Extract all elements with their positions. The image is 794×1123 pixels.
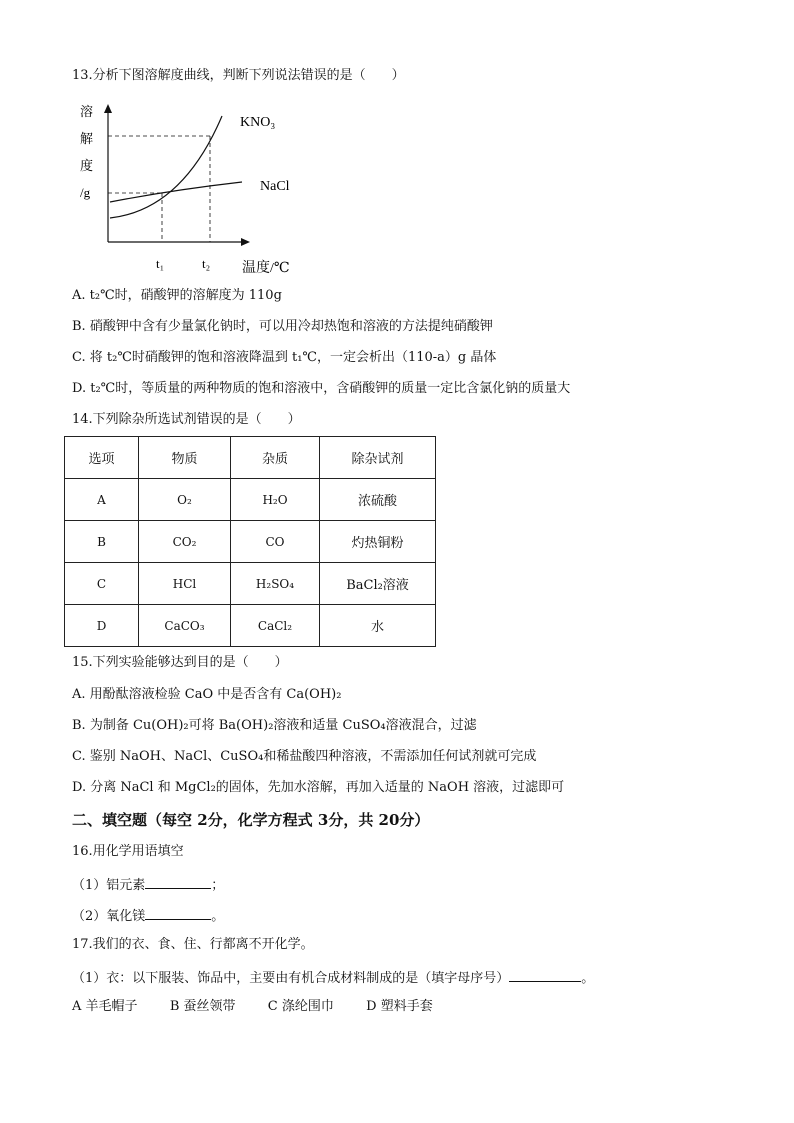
q17-stem: 17.我们的衣、食、住、行都离不开化学。 <box>72 937 314 952</box>
q17-choices <box>72 998 433 1016</box>
table-cell: CaCl₂ <box>231 605 320 647</box>
table-header-row <box>65 437 436 479</box>
q14-stem: 14.下列除杂所选试剂错误的是（ ） <box>72 412 301 427</box>
q13-option-a: A. t₂℃时，硝酸钾的溶解度为 110g <box>72 288 282 303</box>
q17-choice-a: A 羊毛帽子 <box>72 999 138 1014</box>
table-cell: H₂SO₄ <box>231 563 320 605</box>
q13-stem: 13.分析下图溶解度曲线，判断下列说法错误的是（ ） <box>72 68 405 83</box>
q16-item-2-label: （2）氧化镁 <box>72 909 146 924</box>
graph-ylabel-2: 度 <box>80 158 94 173</box>
table-cell: BaCl₂溶液 <box>320 563 436 605</box>
q15-option-b: B. 为制备 Cu(OH)₂可将 Ba(OH)₂溶液和适量 CuSO₄溶液混合，过滤 <box>72 718 477 733</box>
q16-item-2 <box>72 905 224 926</box>
table-cell: 灼热铜粉 <box>320 521 436 563</box>
kno3-curve <box>110 116 222 218</box>
q16-item-1-end: ； <box>211 878 225 893</box>
table-row <box>65 605 436 647</box>
q17-sub1 <box>72 967 594 988</box>
table-cell: B <box>65 521 139 563</box>
graph-ylabel-0: 溶 <box>80 104 94 119</box>
table-cell: O₂ <box>139 479 231 521</box>
table-cell: A <box>65 479 139 521</box>
tick-t2: t₂ <box>202 256 211 271</box>
table-cell: D <box>65 605 139 647</box>
solubility-graph <box>72 98 312 278</box>
table-row <box>65 479 436 521</box>
q17-choice-b: B 蚕丝领带 <box>169 999 236 1014</box>
q17-sub1-end: 。 <box>581 971 595 986</box>
section-title: 二、填空题（每空 2分，化学方程式 3分，共 20分） <box>72 811 430 829</box>
table-row <box>65 563 436 605</box>
table-cell: CaCO₃ <box>139 605 231 647</box>
table-cell: C <box>65 563 139 605</box>
header-cell: 除杂试剂 <box>320 437 436 479</box>
q15-option-a: A. 用酚酞溶液检验 CaO 中是否含有 Ca(OH)₂ <box>72 687 342 702</box>
q17-choice-c: C 涤纶围巾 <box>267 999 334 1014</box>
series-label-kno3: KNO₃ <box>240 115 276 130</box>
tick-t1: t₁ <box>156 256 165 271</box>
q15-option-d: D. 分离 NaCl 和 MgCl₂的固体，先加水溶解，再加入适量的 NaOH 溶液，过滤即可 <box>72 780 565 795</box>
header-cell: 杂质 <box>231 437 320 479</box>
table-row <box>65 521 436 563</box>
q17-sub1-label: （1）衣：以下服装、饰品中，主要由有机合成材料制成的是（填字母序号） <box>72 971 510 986</box>
graph-ylabel-1: 解 <box>80 131 94 146</box>
answer-blank[interactable] <box>145 905 211 920</box>
q15-stem: 15.下列实验能够达到目的是（ ） <box>72 655 288 670</box>
q13-option-d: D. t₂℃时，等质量的两种物质的饱和溶液中，含硝酸钾的质量一定比含氯化钠的质量大 <box>72 381 571 396</box>
x-axis-arrow <box>241 238 250 246</box>
q16-item-1 <box>72 874 224 895</box>
q17-choice-d: D 塑料手套 <box>366 999 433 1014</box>
series-label-nacl: NaCl <box>260 179 290 194</box>
table-cell: HCl <box>139 563 231 605</box>
header-cell: 物质 <box>139 437 231 479</box>
nacl-curve <box>110 182 242 202</box>
graph-ylabel-3: /g <box>80 185 91 200</box>
table-cell: CO <box>231 521 320 563</box>
table-cell: 浓硫酸 <box>320 479 436 521</box>
y-axis-arrow <box>104 104 112 113</box>
answer-blank[interactable] <box>145 874 211 889</box>
q13-option-b: B. 硝酸钾中含有少量氯化钠时，可以用冷却热饱和溶液的方法提纯硝酸钾 <box>72 319 493 334</box>
q13-option-c: C. 将 t₂℃时硝酸钾的饱和溶液降温到 t₁℃，一定会析出（110-a）g 晶体 <box>72 350 497 365</box>
x-axis-label: 温度/℃ <box>242 261 290 276</box>
header-cell: 选项 <box>65 437 139 479</box>
table-cell: CO₂ <box>139 521 231 563</box>
q14-table <box>64 436 436 647</box>
q16-item-1-label: （1）铝元素 <box>72 878 146 893</box>
q16-stem: 16.用化学用语填空 <box>72 844 184 859</box>
q16-item-2-end: 。 <box>211 909 225 924</box>
answer-blank[interactable] <box>509 967 581 982</box>
table-cell: H₂O <box>231 479 320 521</box>
q15-option-c: C. 鉴别 NaOH、NaCl、CuSO₄和稀盐酸四种溶液，不需添加任何试剂就可完成 <box>72 749 537 764</box>
table-cell: 水 <box>320 605 436 647</box>
